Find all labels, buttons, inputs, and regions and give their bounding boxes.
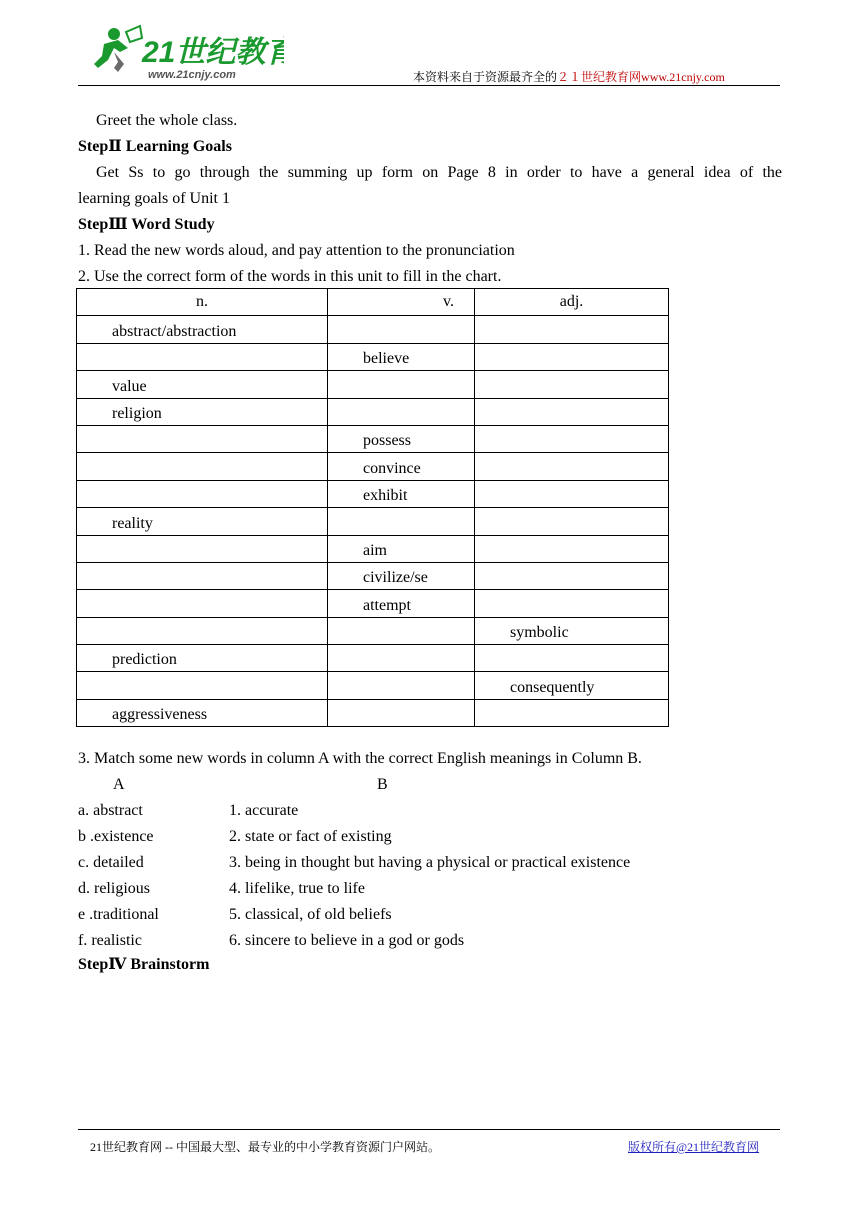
header-divider (78, 85, 780, 86)
match-col-a-label: A (113, 776, 125, 793)
match-meaning: 5. classical, of old beliefs (229, 906, 392, 923)
chart-cell-adj: symbolic (475, 617, 669, 644)
footer-divider (78, 1129, 780, 1130)
chart-row (77, 480, 669, 507)
chart-header-noun: n. (77, 289, 328, 316)
chart-cell-adj (475, 316, 669, 343)
chart-row (77, 699, 669, 726)
chart-cell-adj (475, 562, 669, 589)
chart-cell-verb (328, 508, 475, 535)
step2-heading: StepⅡ Learning Goals (78, 138, 232, 155)
chart-row (77, 425, 669, 452)
chart-cell-noun: reality (77, 508, 328, 535)
chart-cell-adj (475, 508, 669, 535)
chart-row (77, 508, 669, 535)
chart-cell-verb: aim (328, 535, 475, 562)
chart-row (77, 535, 669, 562)
step3-item1: 1. Read the new words aloud, and pay attention to the pronunciation (78, 242, 515, 259)
footer-copyright-link[interactable]: 版权所有@21世纪教育网 (628, 1140, 760, 1154)
chart-row (77, 672, 669, 699)
chart-cell-adj (475, 425, 669, 452)
chart-cell-verb (328, 617, 475, 644)
match-meaning: 6. sincere to believe in a god or gods (229, 932, 465, 949)
chart-cell-noun (77, 425, 328, 452)
chart-row (77, 343, 669, 370)
chart-row (77, 590, 669, 617)
chart-cell-adj (475, 590, 669, 617)
chart-cell-noun: religion (77, 398, 328, 425)
header-note-prefix: 本资料来自于资源最齐全的 (413, 70, 558, 84)
step4-heading: StepⅣ Brainstorm (78, 956, 210, 973)
logo-url: www.21cnjy.com (148, 69, 236, 81)
step2-paragraph (78, 160, 782, 212)
chart-cell-noun (77, 562, 328, 589)
match-meaning: 4. lifelike, true to life (229, 880, 365, 897)
match-meaning: 2. state or fact of existing (229, 828, 392, 845)
step3-item3: 3. Match some new words in column A with the correct English meanings in Column B. (78, 750, 642, 767)
logo-graphic (84, 22, 284, 84)
step3-heading: StepⅢ Word Study (78, 216, 215, 233)
chart-cell-adj (475, 453, 669, 480)
chart-cell-verb: exhibit (328, 480, 475, 507)
word-form-chart (76, 288, 669, 727)
match-word: c. detailed (78, 854, 144, 871)
chart-cell-adj: consequently (475, 672, 669, 699)
chart-cell-adj (475, 371, 669, 398)
chart-row (77, 371, 669, 398)
chart-cell-noun (77, 535, 328, 562)
chart-cell-verb: attempt (328, 590, 475, 617)
chart-cell-noun: abstract/abstraction (77, 316, 328, 343)
chart-row (77, 453, 669, 480)
chart-cell-adj (475, 535, 669, 562)
header-note (413, 68, 725, 85)
chart-row (77, 617, 669, 644)
chart-cell-noun: value (77, 371, 328, 398)
chart-cell-adj (475, 480, 669, 507)
match-col-b-label: B (377, 776, 388, 793)
chart-header-verb: v. (328, 289, 475, 316)
chart-cell-verb: civilize/se (328, 562, 475, 589)
step2-line1: Get Ss to go through the summing up form on Page 8 in order to have a general idea of the (96, 164, 782, 181)
chart-cell-noun (77, 672, 328, 699)
chart-header-adj: adj. (475, 289, 669, 316)
chart-cell-noun (77, 453, 328, 480)
match-word: e .traditional (78, 906, 159, 923)
chart-cell-noun (77, 617, 328, 644)
header-note-highlight: ２１世纪教育网 (557, 70, 642, 84)
chart-header-row (77, 289, 669, 316)
logo-text: 21世纪教育 (142, 36, 284, 69)
chart-row (77, 645, 669, 672)
chart-cell-verb (328, 645, 475, 672)
match-word: b .existence (78, 828, 154, 845)
chart-cell-adj (475, 343, 669, 370)
chart-cell-verb: convince (328, 453, 475, 480)
chart-cell-adj (475, 699, 669, 726)
footer-text: 21世纪教育网 -- 中国最大型、最专业的中小学教育资源门户网站。 (90, 1140, 440, 1154)
chart-row (77, 316, 669, 343)
chart-cell-verb (328, 398, 475, 425)
chart-cell-noun (77, 343, 328, 370)
greet-line: Greet the whole class. (96, 112, 238, 129)
step2-line2: learning goals of Unit 1 (78, 190, 230, 207)
chart-cell-verb: believe (328, 343, 475, 370)
step3-item2: 2. Use the correct form of the words in this unit to fill in the chart. (78, 268, 502, 285)
match-meaning: 3. being in thought but having a physical or practical existence (229, 854, 631, 871)
match-word: f. realistic (78, 932, 142, 949)
chart-cell-noun (77, 590, 328, 617)
chart-cell-adj (475, 398, 669, 425)
site-logo (84, 22, 284, 84)
match-word: a. abstract (78, 802, 143, 819)
chart-cell-verb: possess (328, 425, 475, 452)
chart-cell-noun (77, 480, 328, 507)
chart-row (77, 562, 669, 589)
match-word: d. religious (78, 880, 150, 897)
chart-cell-verb (328, 316, 475, 343)
chart-cell-verb (328, 371, 475, 398)
chart-row (77, 398, 669, 425)
chart-cell-verb (328, 699, 475, 726)
chart-cell-noun: aggressiveness (77, 699, 328, 726)
chart-cell-noun: prediction (77, 645, 328, 672)
match-meaning: 1. accurate (229, 802, 299, 819)
chart-cell-adj (475, 645, 669, 672)
chart-cell-verb (328, 672, 475, 699)
header-note-url: www.21cnjy.com (641, 70, 725, 84)
